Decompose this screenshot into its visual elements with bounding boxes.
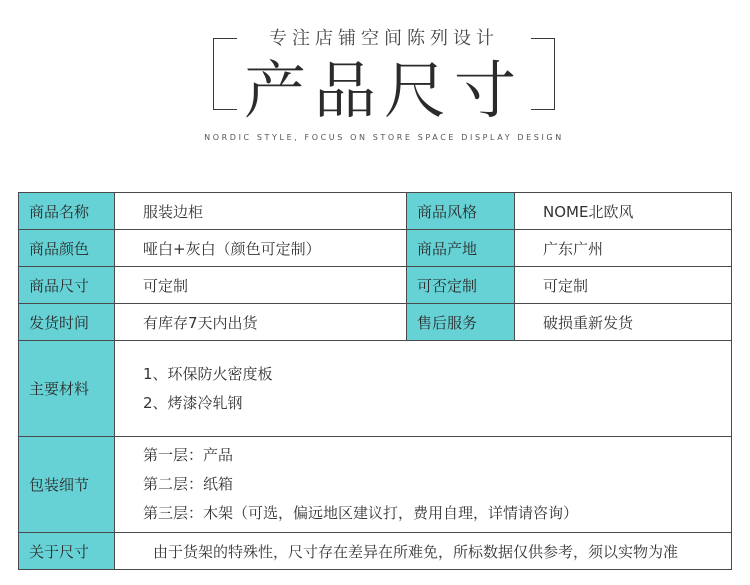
materials-label: 主要材料	[19, 341, 115, 437]
header-english-tagline: NORDIC STYLE, FOCUS ON STORE SPACE DISPLAY DESIGN	[204, 133, 564, 142]
size-note-text: 由于货架的特殊性，尺寸存在差异在所难免，所标数据仅供参考，须以实物为准	[115, 533, 732, 570]
spec-value: 破损重新发货	[515, 304, 732, 341]
size-note-row	[19, 533, 732, 570]
table-row	[19, 304, 732, 341]
list-item: 2、烤漆冷轧钢	[143, 393, 243, 412]
spec-label: 售后服务	[407, 304, 515, 341]
materials-list	[115, 341, 732, 437]
spec-value: 哑白+灰白（颜色可定制）	[115, 230, 407, 267]
packaging-label: 包装细节	[19, 437, 115, 533]
header-subtitle: 专注店铺空间陈列设计	[237, 26, 531, 52]
packaging-row	[19, 437, 732, 533]
page-header	[0, 0, 750, 160]
spec-label: 商品颜色	[19, 230, 115, 267]
title-bracket-left	[213, 38, 237, 110]
spec-label: 商品尺寸	[19, 267, 115, 304]
spec-label: 发货时间	[19, 304, 115, 341]
packaging-list	[115, 437, 732, 533]
list-item: 第三层：木架（可选，偏远地区建议打，费用自理，详情请咨询）	[143, 504, 579, 522]
spec-label: 可否定制	[407, 267, 515, 304]
spec-value: 可定制	[515, 267, 732, 304]
spec-value: 有库存7天内出货	[115, 304, 407, 341]
table-row	[19, 230, 732, 267]
spec-label: 商品名称	[19, 193, 115, 230]
table-row	[19, 267, 732, 304]
spec-value: 服装边柜	[115, 193, 407, 230]
list-item: 第一层：产品	[143, 446, 234, 464]
spec-value: NOME北欧风	[515, 193, 732, 230]
spec-label: 商品产地	[407, 230, 515, 267]
spec-value: 广东广州	[515, 230, 732, 267]
spec-label: 商品风格	[407, 193, 515, 230]
list-item: 第二层：纸箱	[143, 475, 234, 493]
page-title: 产品尺寸	[237, 52, 531, 130]
size-note-label: 关于尺寸	[19, 533, 115, 570]
product-spec-table	[18, 192, 732, 570]
spec-value: 可定制	[115, 267, 407, 304]
title-bracket-right	[531, 38, 555, 110]
materials-row	[19, 341, 732, 437]
list-item: 1、环保防火密度板	[143, 364, 273, 383]
table-row	[19, 193, 732, 230]
